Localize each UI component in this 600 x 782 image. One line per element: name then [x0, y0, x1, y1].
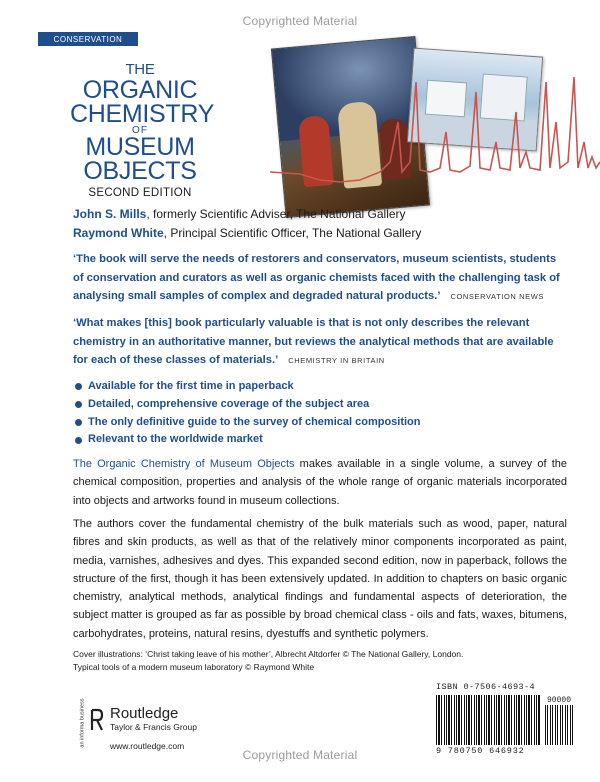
- description-paragraph-2: The authors cover the fundamental chemistry of the bulk materials such as wood, paper, natural fibres and skin products, as well as that of the relatively minor components incorporated as paint, media, varnishes, adhesives and dyes. This expanded second edition, now in paperback, follows the structure of the first, though it has been extensively updated. In addition to chapters on basic organic chemistry, analytical methods, analytical findings and fundamental aspects of deterioration, the subject matter is grouped as far as possible by broad chemical class - oils and fats, waxes, bitumens, carbohydrates, proteins, natural resins, dyestuffs and synthetic polymers.: [73, 518, 567, 640]
- book-title: [70, 61, 215, 199]
- routledge-logo-icon: [90, 708, 104, 732]
- tagline-text: an informa business: [79, 698, 86, 748]
- list-item: Relevant to the worldwide market: [75, 431, 555, 449]
- barcode-number: 9 780750 646932: [436, 746, 525, 756]
- list-item: The only definitive guide to the survey of chemical composition: [75, 414, 555, 432]
- author-role: , Principal Scientific Officer, The National Gallery: [163, 226, 422, 240]
- barcode-addon: [545, 696, 573, 745]
- publisher-block: [72, 698, 197, 751]
- quote-text: ‘The book will serve the needs of restorers and conservators, museum scientists, students of conservation and curators as well as organic chemists faced with the challenging task of analysing small samples of complex and degraded natural products.’: [73, 253, 560, 302]
- isbn-label: ISBN 0-7506-4693-4: [436, 682, 536, 692]
- author-2: [73, 224, 421, 243]
- bullet-icon: [75, 383, 82, 390]
- publisher-text: [110, 706, 197, 753]
- publisher-name: Routledge: [110, 705, 179, 722]
- authors: [73, 205, 421, 243]
- title-line-objects: OBJECTS: [83, 157, 197, 185]
- addon-number: 90000: [546, 696, 571, 705]
- barcode: [436, 695, 576, 745]
- series-tag: CONSERVATION: [38, 32, 138, 46]
- addon-bars: [545, 705, 573, 745]
- author-name: Raymond White: [73, 226, 164, 240]
- bullet-icon: [75, 437, 82, 444]
- title-line-the: THE: [125, 61, 155, 78]
- quote-source: CHEMISTRY IN BRITAIN: [288, 356, 385, 365]
- review-quote-2: [73, 314, 565, 371]
- quote-text: ‘What makes [this] book particularly valuable is that is not only describes the relevant chemistry in an authoritative manner, but reviews the analytical methods that are available for each of these classes of materials.’: [73, 317, 554, 366]
- feature-list: [75, 378, 555, 449]
- spectrum-trace-graphic: [270, 22, 600, 202]
- author-name: John S. Mills: [73, 207, 147, 221]
- description-lead: The Organic Chemistry of Museum Objects: [73, 458, 295, 470]
- list-item: Available for the first time in paperback: [75, 378, 555, 396]
- credit-line: Cover illustrations: ‘Christ taking leave of his mother’, Albrecht Altdorfer © The National Gallery, London.: [73, 649, 464, 659]
- watermark-top: Copyrighted Material: [242, 14, 358, 28]
- publisher-url: www.routledge.com: [110, 741, 185, 751]
- list-item: Detailed, comprehensive coverage of the subject area: [75, 396, 555, 414]
- watermark-bottom: Copyrighted Material: [242, 748, 358, 762]
- cover-credits: [73, 648, 463, 674]
- description-rest: makes available in a single volume, a survey of the chemical composition, properties and analysis of the whole range of organic materials incorporated into objects and artworks found in museum collections.: [73, 458, 567, 507]
- cover-illustration: [270, 22, 600, 202]
- title-line-museum: MUSEUM: [85, 133, 195, 161]
- credit-line: Typical tools of a modern museum laboratory © Raymond White: [73, 662, 315, 672]
- quote-source: CONSERVATION NEWS: [450, 292, 544, 301]
- author-1: [73, 205, 421, 224]
- title-line-organic: ORGANIC: [82, 76, 198, 104]
- title-line-of: OF: [132, 125, 148, 136]
- author-role: , formerly Scientific Adviser, The National Gallery: [146, 207, 406, 221]
- publisher-group: Taylor & Francis Group: [110, 722, 197, 732]
- barcode-bars: [436, 695, 540, 745]
- bullet-icon: [75, 401, 82, 408]
- review-quote-1: [73, 250, 565, 307]
- publisher-tagline: [72, 698, 86, 748]
- isbn-barcode: [436, 682, 576, 756]
- description-paragraph-1: [73, 455, 567, 510]
- edition-label: SECOND EDITION: [88, 187, 192, 199]
- title-line-chemistry: CHEMISTRY: [70, 100, 215, 128]
- bullet-icon: [75, 419, 82, 426]
